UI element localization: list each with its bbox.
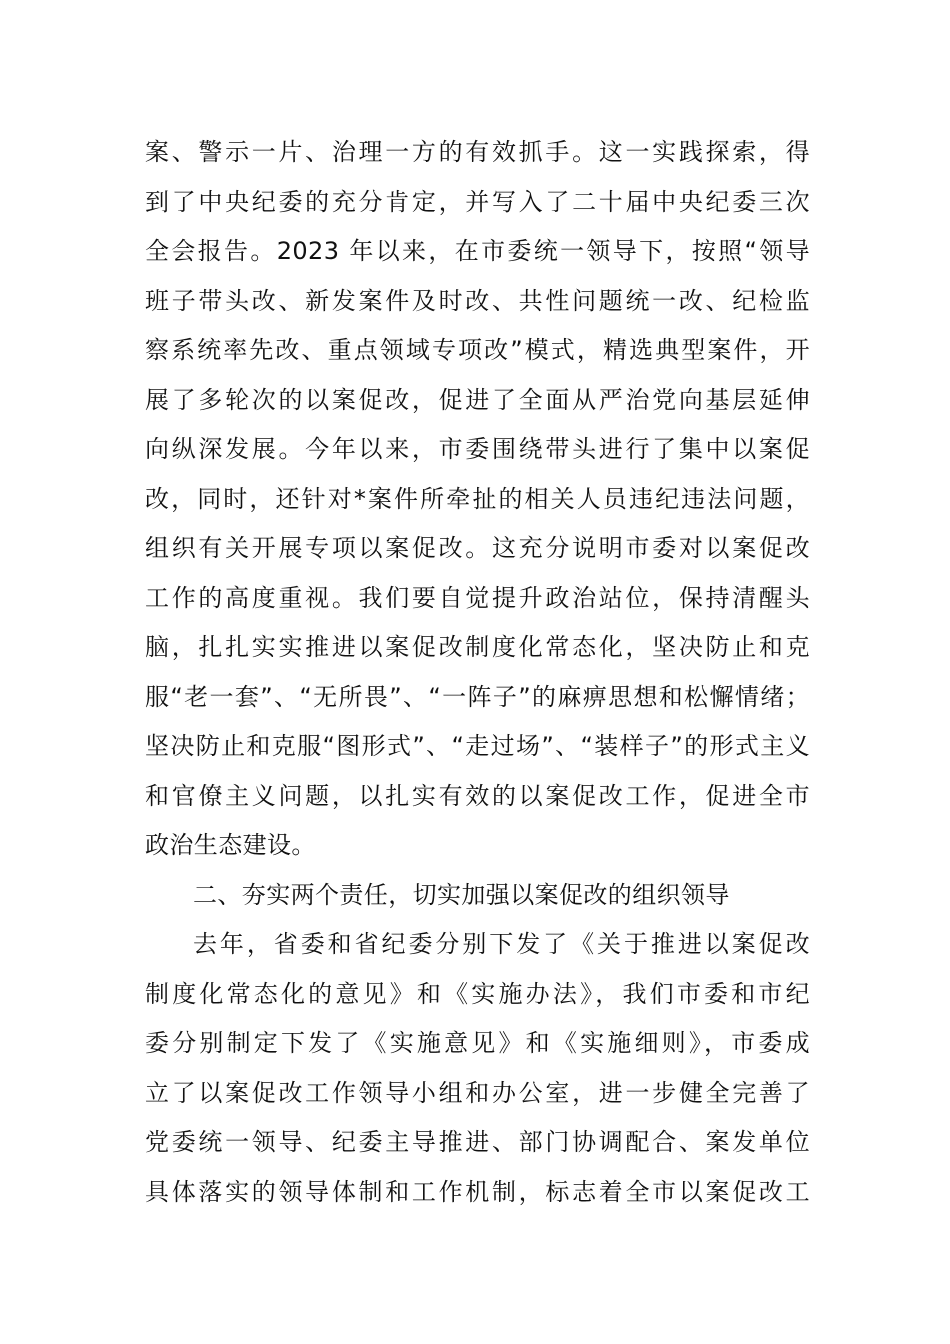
- text-line: 坚决防止和克服“图形式”、“走过场”、“装样子”的形式主义: [145, 732, 810, 760]
- text-line: 立了以案促改工作领导小组和办公室，进一步健全完善了: [145, 1078, 810, 1107]
- text-line: 具体落实的领导体制和工作机制，标志着全市以案促改工: [145, 1177, 810, 1206]
- text-line: 工作的高度重视。我们要自觉提升政治站位，保持清醒头: [145, 583, 810, 612]
- body-text: [145, 128, 810, 1217]
- text-line: 展了多轮次的以案促改，促进了全面从严治党向基层延伸: [145, 385, 810, 414]
- text-line: 察系统率先改、重点领域专项改”模式，精选典型案件，开: [145, 336, 810, 364]
- text-line: 向纵深发展。今年以来，市委围绕带头进行了集中以案促: [145, 435, 810, 463]
- text-line: 班子带头改、新发案件及时改、共性问题统一改、纪检监: [145, 286, 810, 315]
- text-line: 制度化常态化的意见》和《实施办法》，我们市委和市纪: [145, 979, 810, 1008]
- text-line: 政治生态建设。: [145, 831, 316, 859]
- text-line: 党委统一领导、纪委主导推进、部门协调配合、案发单位: [145, 1128, 810, 1156]
- text-line: 和官僚主义问题，以扎实有效的以案促改工作，促进全市: [145, 781, 810, 810]
- text-line: 案、警示一片、治理一方的有效抓手。这一实践探索，得: [145, 138, 810, 166]
- text-line: 到了中央纪委的充分肯定，并写入了二十届中央纪委三次: [145, 187, 810, 216]
- text-line: 全会报告。2023 年以来，在市委统一领导下，按照“领导: [145, 237, 810, 265]
- text-line: 组织有关开展专项以案促改。这充分说明市委对以案促改: [145, 534, 810, 562]
- text-line: 委分别制定下发了《实施意见》和《实施细则》，市委成: [145, 1029, 810, 1057]
- text-line: 去年，省委和省纪委分别下发了《关于推进以案促改: [193, 930, 810, 958]
- text-line: 服“老一套”、“无所畏”、“一阵子”的麻痹思想和松懈情绪；: [145, 682, 810, 711]
- text-line: 脑，扎扎实实推进以案促改制度化常态化，坚决防止和克: [145, 633, 810, 661]
- text-line: 二、夯实两个责任，切实加强以案促改的组织领导: [193, 880, 730, 909]
- text-line: 改，同时，还针对*案件所牵扯的相关人员违纪违法问题，: [145, 484, 810, 513]
